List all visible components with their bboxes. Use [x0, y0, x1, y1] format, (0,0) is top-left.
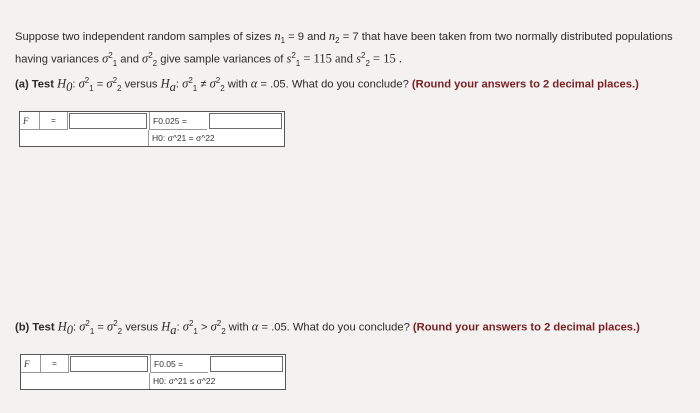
problem-line-1: Suppose two independent random samples of sizes $n_1 = 9$ and $n_2 = 7$ that have been taken from two normally distributed populations — [15, 29, 673, 46]
part-b-fcrit-input[interactable] — [210, 356, 283, 372]
part-b-fcrit-label: F0.05 = — [150, 355, 208, 373]
part-a-equals: = — [40, 112, 68, 130]
problem-statement — [15, 29, 695, 71]
part-b-conclusion-input[interactable] — [21, 373, 150, 389]
problem-line-2: having variances $\sigma^2_1$ and $\sigma^2_2$ give sample variances of $s^2_1 = 115$ and $s^2_2 = 15$ . — [15, 51, 402, 69]
part-b-f-stat-input[interactable] — [70, 356, 148, 372]
part-a-question: (a) Test $H_0$: $\sigma^2_1 = \sigma^2_2$ versus $H_a$: $\sigma^2_1 \ne \sigma^2_2$ with α = .05. What do you conclude? (Round your answers to 2 decimal places.) — [15, 76, 639, 94]
part-a-fcrit-input[interactable] — [209, 113, 282, 129]
part-b-equals: = — [41, 355, 69, 373]
part-b-hypothesis-select[interactable]: H0: σ^21 ≤ σ^22 — [153, 376, 216, 386]
part-a-f-label: F — [20, 112, 40, 130]
part-b-answer-grid — [20, 354, 286, 390]
part-a-f-stat-input[interactable] — [69, 113, 147, 129]
part-a-fcrit-label: F0.025 = — [149, 112, 207, 130]
part-a-conclusion-input[interactable] — [20, 130, 149, 146]
part-a-hypothesis-select[interactable]: H0: σ^21 = σ^22 — [152, 133, 215, 143]
part-b-question: (b) Test $H_0$: $\sigma^2_1 = \sigma^2_2$ versus $H_a$: $\sigma^2_1 > \sigma^2_2$ with α = .05. What do you conclude? (Round your answers to 2 decimal places.) — [15, 319, 640, 337]
part-a-answer-grid — [19, 111, 285, 147]
part-b-f-label: F — [21, 355, 41, 373]
